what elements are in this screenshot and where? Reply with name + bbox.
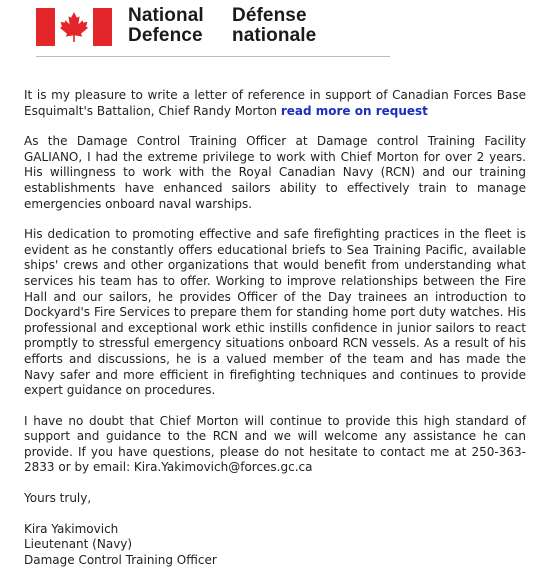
header-divider: [36, 56, 390, 57]
letter-paragraph-dedication: His dedication to promoting effective and safe firefighting practices in the fleet is evident as he constantly offers educational briefs to Sea Training Pacific, available ships' crews and other organizations that would benefit from understanding what services his team has to offer. Working to improve relationships between the Fire Hall and our sailors, he provides Officer of the Day trainees an introduction to Dockyard's Fire Services to prepare them for standing home port duty watches. His professional and exceptional work ethic instills confidence in junior sailors to react promptly to stressful emergency situations onboard RCN vessels. As a result of his efforts and discussions, he is a valued member of the team and has made the Navy safer and more efficient in firefighting techniques and continues to provide expert guidance on procedures.: [24, 227, 526, 398]
letter-paragraph-intro: [24, 88, 526, 119]
letter-closing: Yours truly,: [24, 491, 92, 506]
signer-title: Damage Control Training Officer: [24, 552, 217, 567]
wordmark-english: [128, 6, 204, 46]
letter-paragraph-contact: I have no doubt that Chief Morton will continue to provide this high standard of support and guidance to the RCN and we will welcome any assistance he can provide. If you have questions, please do not hesitate to contact me at 250-363-2833 or by email: Kira.Yakimovich@forces.gc.ca: [24, 413, 526, 475]
wordmark-french: [232, 6, 316, 46]
reference-letter: [24, 88, 526, 568]
wordmark-en-line2: Defence: [128, 25, 203, 46]
signer-name: Kira Yakimovich: [24, 521, 119, 536]
letter-paragraph-role: As the Damage Control Training Officer at Damage control Training Facility GALIANO, I had the extreme privilege to work with Chief Morton for over 2 years. His willingness to work with the Royal Canadian Navy (RCN) and our training establishments have enhanced sailors ability to effectively train to manage emergencies onboard naval warships.: [24, 134, 526, 211]
canada-flag-icon: [36, 8, 112, 46]
signer-rank: Lieutenant (Navy): [24, 537, 133, 552]
wordmark-fr-line2: nationale: [232, 25, 317, 46]
government-header: [36, 6, 390, 50]
signature-block: [24, 522, 526, 568]
intro-text: It is my pleasure to write a letter of reference in support of Canadian Forces Base Esquimalt's Battalion, Chief Randy Morton: [24, 88, 526, 118]
read-more-link[interactable]: read more on request: [280, 103, 428, 118]
wordmark-en-line1: National: [128, 5, 204, 26]
wordmark-fr-line1: Défense: [232, 5, 307, 26]
